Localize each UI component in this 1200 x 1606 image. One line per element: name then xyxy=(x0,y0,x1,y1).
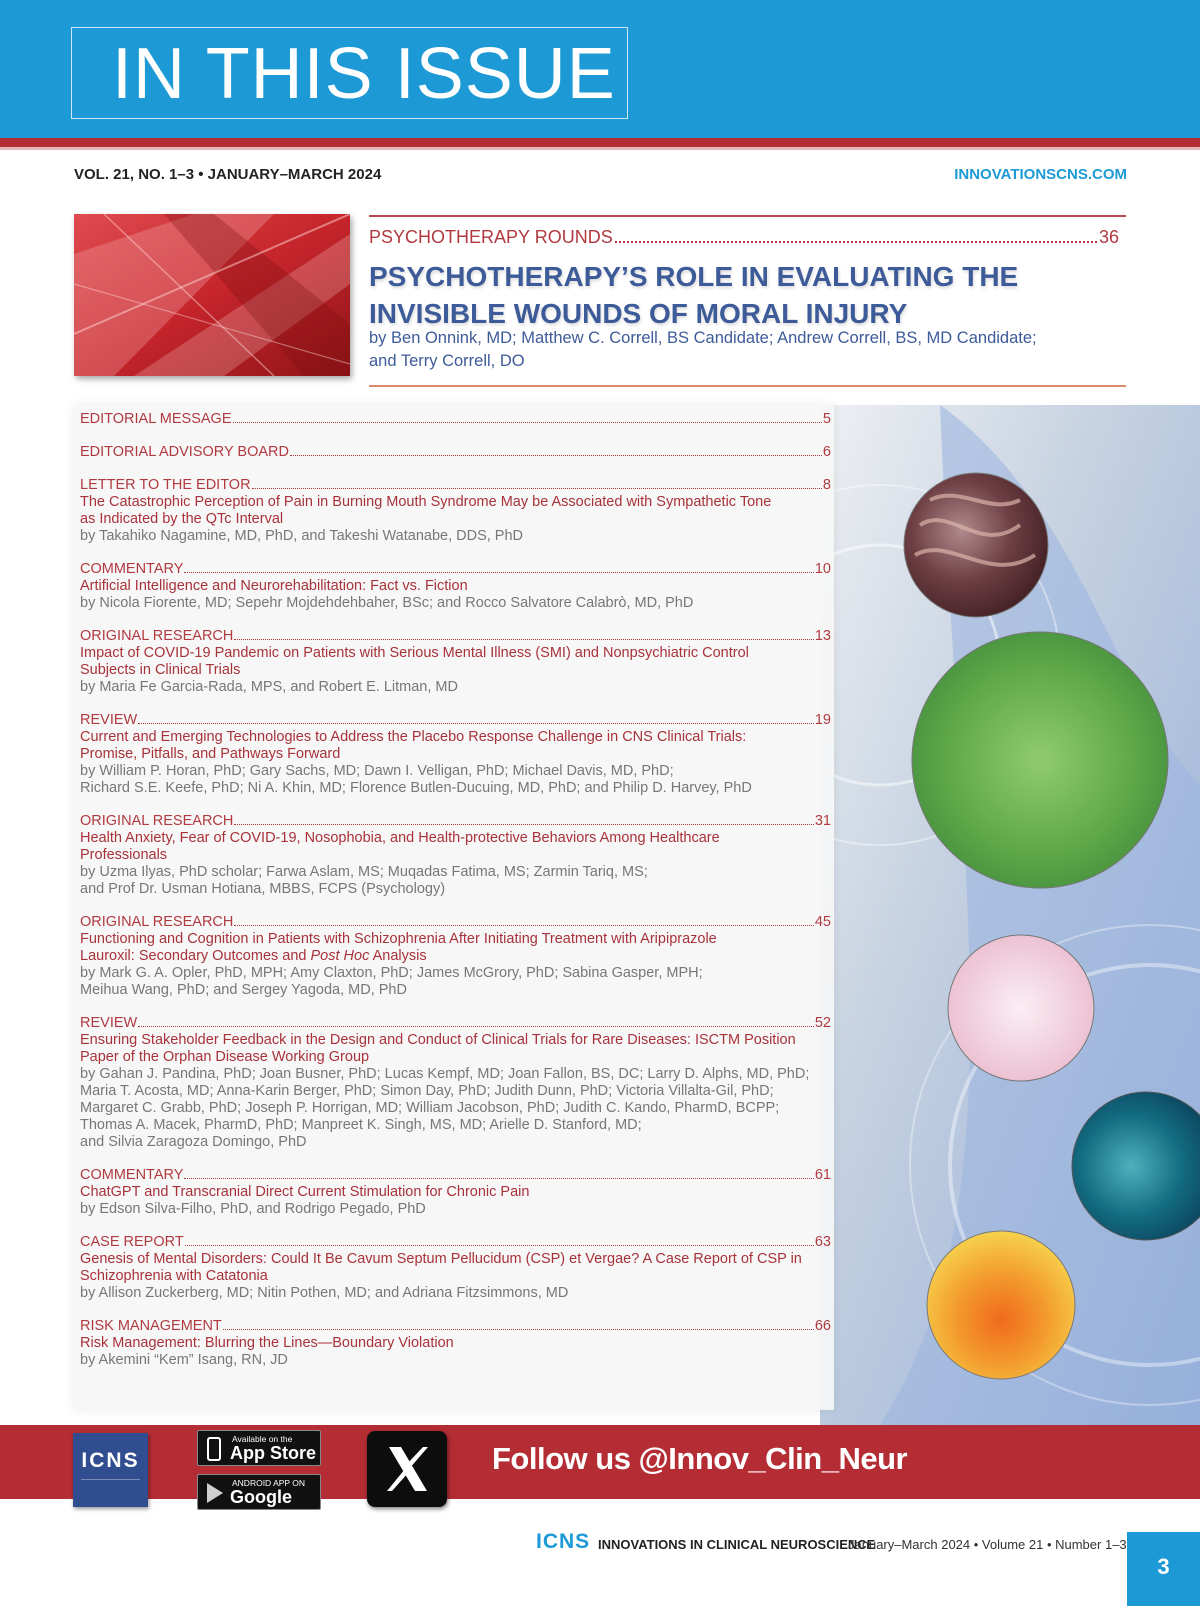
toc-section-line xyxy=(80,1234,831,1251)
toc-section-label: COMMENTARY xyxy=(80,1167,184,1183)
feature-department-line[interactable] xyxy=(369,227,1119,248)
toc-section-label: COMMENTARY xyxy=(80,561,184,577)
toc-article-title: Impact of COVID-19 Pandemic on Patients with Serious Mental Illness (SMI) and Nonpsychiatric Control xyxy=(80,645,749,661)
toc-article-authors: Richard S.E. Keefe, PhD; Ni A. Khin, MD; Florence Butlen-Ducuing, MD, PhD; and Philip D. Harvey, PhD xyxy=(80,780,752,796)
toc-article-title: Professionals xyxy=(80,847,168,863)
follow-us-text[interactable]: Follow us @Innov_Clin_Neur xyxy=(492,1441,908,1476)
leader-dots xyxy=(223,1329,814,1330)
toc-section-label: REVIEW xyxy=(80,712,138,728)
footer-brand: ICNS xyxy=(536,1530,591,1553)
toc-entry[interactable] xyxy=(80,561,831,612)
toc-article-title: ChatGPT and Transcranial Direct Current Stimulation for Chronic Pain xyxy=(80,1184,530,1200)
toc-article-authors: by Uzma Ilyas, PhD scholar; Farwa Aslam, MS; Muqadas Fatima, MS; Zarmin Tariq, MS; xyxy=(80,864,648,880)
leader-dots xyxy=(252,488,822,489)
toc-section-label: RISK MANAGEMENT xyxy=(80,1318,222,1334)
toc-section-line xyxy=(80,712,831,729)
feature-authors xyxy=(369,327,1109,373)
toc-page-number: 8 xyxy=(822,477,831,493)
toc-article-authors: Margaret C. Grabb, PhD; Joseph P. Horrigan, MD; William Jacobson, PhD; Judith C. Kando, PharmD, BCPP; xyxy=(80,1100,780,1116)
toc-section-line xyxy=(80,1318,831,1335)
toc-page-number: 66 xyxy=(814,1318,831,1334)
toc-entry[interactable] xyxy=(80,1234,831,1302)
issue-title-box xyxy=(71,27,628,119)
feature-department: PSYCHOTHERAPY ROUNDS xyxy=(369,227,613,247)
toc-page-number: 10 xyxy=(814,561,831,577)
toc-section-label: ORIGINAL RESEARCH xyxy=(80,914,234,930)
toc-entry[interactable] xyxy=(80,444,831,461)
google-play-icon xyxy=(205,1481,225,1510)
footer-issue-info: January–March 2024 • Volume 21 • Number 1–3 xyxy=(848,1537,1127,1552)
toc-article-title: as Indicated by the QTc Interval xyxy=(80,511,284,527)
icns-logo-text: ICNS xyxy=(81,1449,140,1472)
feature-rule-bottom xyxy=(369,385,1126,387)
toc-section-line xyxy=(80,813,831,830)
decorative-artwork xyxy=(820,405,1200,1425)
toc-section-label: ORIGINAL RESEARCH xyxy=(80,813,234,829)
table-of-contents xyxy=(80,411,831,1385)
google-play-label: Google play xyxy=(230,1487,292,1528)
feature-title-line: INVISIBLE WOUNDS OF MORAL INJURY xyxy=(369,298,908,329)
feature-authors-line: and Terry Correll, DO xyxy=(369,352,525,370)
toc-section-label: LETTER TO THE EDITOR xyxy=(80,477,251,493)
feature-rule-top xyxy=(369,215,1126,217)
toc-article-title: Artificial Intelligence and Neurorehabilitation: Fact vs. Fiction xyxy=(80,578,468,594)
toc-section-line xyxy=(80,561,831,578)
toc-entry[interactable] xyxy=(80,411,831,428)
volume-line: VOL. 21, NO. 1–3 • JANUARY–MARCH 2024 xyxy=(74,166,382,183)
toc-article-authors: and Prof Dr. Usman Hotiana, MBBS, FCPS (Psychology) xyxy=(80,881,446,897)
leader-dots xyxy=(138,1026,814,1027)
leader-dots xyxy=(234,639,814,640)
toc-section-label: ORIGINAL RESEARCH xyxy=(80,628,234,644)
toc-article-title: Risk Management: Blurring the Lines—Boundary Violation xyxy=(80,1335,454,1351)
header-stripe xyxy=(0,138,1200,147)
toc-page-number: 31 xyxy=(814,813,831,829)
toc-article-authors: by William P. Horan, PhD; Gary Sachs, MD; Dawn I. Velligan, PhD; Michael Davis, MD, PhD; xyxy=(80,763,674,779)
toc-section-label: EDITORIAL MESSAGE xyxy=(80,411,232,427)
toc-section-line xyxy=(80,1015,831,1032)
toc-section-line xyxy=(80,477,831,494)
title-italic-text: Post Hoc xyxy=(310,948,370,964)
title-text: Analysis xyxy=(369,948,427,964)
toc-article-title: The Catastrophic Perception of Pain in Burning Mouth Syndrome May be Associated with Sympathetic Tone xyxy=(80,494,772,510)
toc-section-line xyxy=(80,914,831,931)
toc-section-line xyxy=(80,444,831,461)
toc-page-number: 19 xyxy=(814,712,831,728)
toc-article-authors: by Takahiko Nagamine, MD, PhD, and Takeshi Watanabe, DDS, PhD xyxy=(80,528,524,544)
toc-article-title: Promise, Pitfalls, and Pathways Forward xyxy=(80,746,341,762)
toc-entry[interactable] xyxy=(80,1318,831,1369)
app-store-badge[interactable] xyxy=(197,1430,321,1466)
leader-dots xyxy=(234,824,814,825)
x-social-icon[interactable] xyxy=(367,1431,447,1507)
toc-page-number: 6 xyxy=(822,444,831,460)
toc-article-title: Ensuring Stakeholder Feedback in the Design and Conduct of Clinical Trials for Rare Diseases: ISCTM Position xyxy=(80,1032,796,1048)
toc-page-number: 45 xyxy=(814,914,831,930)
issue-header-band xyxy=(0,0,1200,138)
toc-page-number: 13 xyxy=(814,628,831,644)
toc-article-authors: and Silvia Zaragoza Domingo, PhD xyxy=(80,1134,307,1150)
toc-article-authors: Maria T. Acosta, MD; Anna-Karin Berger, PhD; Simon Day, PhD; Judith Dunn, PhD; Victoria Villalta-Gil, PhD; xyxy=(80,1083,774,1099)
leader-dots xyxy=(184,1178,813,1179)
toc-page-number: 61 xyxy=(814,1167,831,1183)
toc-article-authors: by Akemini “Kem” Isang, RN, JD xyxy=(80,1352,288,1368)
feature-authors-line: by Ben Onnink, MD; Matthew C. Correll, BS Candidate; Andrew Correll, BS, MD Candidate; xyxy=(369,329,1037,347)
toc-article-authors: by Gahan J. Pandina, PhD; Joan Busner, PhD; Lucas Kempf, MD; Joan Fallon, BS, DC; Larry D. Alphs, MD, PhD; xyxy=(80,1066,810,1082)
leader-dots xyxy=(184,572,813,573)
toc-section-line xyxy=(80,1167,831,1184)
website-link[interactable]: INNOVATIONSCNS.COM xyxy=(954,166,1127,183)
leader-dots xyxy=(233,422,822,423)
feature-title-line: PSYCHOTHERAPY’S ROLE IN EVALUATING THE xyxy=(369,261,1019,292)
toc-page-number: 5 xyxy=(822,411,831,427)
toc-article-authors: Thomas A. Macek, PharmD, PhD; Manpreet K. Singh, MS, MD; Arielle D. Stanford, MD; xyxy=(80,1117,642,1133)
leader-dots xyxy=(290,455,822,456)
google-play-badge[interactable] xyxy=(197,1474,321,1528)
toc-article-title xyxy=(80,948,831,965)
toc-article-title: Current and Emerging Technologies to Address the Placebo Response Challenge in CNS Clinical Trials: xyxy=(80,729,747,745)
toc-section-line xyxy=(80,411,831,428)
google-play-small-text: ANDROID APP ON xyxy=(232,1478,306,1488)
toc-article-authors: by Mark G. A. Opler, PhD, MPH; Amy Claxton, PhD; James McGrory, PhD; Sabina Gasper, MPH; xyxy=(80,965,703,981)
header-stripe-light xyxy=(0,147,1200,150)
apple-icon xyxy=(205,1437,223,1466)
leader-dots xyxy=(615,241,1097,243)
toc-article-title: Genesis of Mental Disorders: Could It Be Cavum Septum Pellucidum (CSP) et Vergae? A Case Report of CSP in xyxy=(80,1251,802,1267)
toc-entry[interactable] xyxy=(80,1167,831,1218)
toc-article-authors: by Allison Zuckerberg, MD; Nitin Pothen, MD; and Adriana Fitzsimmons, MD xyxy=(80,1285,569,1301)
icns-logo[interactable] xyxy=(73,1433,148,1507)
title-text: Lauroxil: Secondary Outcomes and xyxy=(80,948,311,964)
toc-section-label: CASE REPORT xyxy=(80,1234,184,1250)
logo-divider xyxy=(81,1479,140,1492)
feature-page: 36 xyxy=(1098,227,1119,247)
toc-page-number: 63 xyxy=(814,1234,831,1250)
footer-journal-name: INNOVATIONS IN CLINICAL NEUROSCIENCE xyxy=(598,1537,876,1552)
leader-dots xyxy=(185,1245,814,1246)
toc-section-label: REVIEW xyxy=(80,1015,138,1031)
page-number: 3 xyxy=(1157,1554,1170,1579)
toc-article-title: Paper of the Orphan Disease Working Group xyxy=(80,1049,370,1065)
feature-image xyxy=(74,214,350,376)
toc-article-authors: by Edson Silva-Filho, PhD, and Rodrigo Pegado, PhD xyxy=(80,1201,426,1217)
toc-page-number: 52 xyxy=(814,1015,831,1031)
toc-entry[interactable] xyxy=(80,813,831,898)
toc-entry[interactable] xyxy=(80,628,831,696)
toc-article-authors: by Maria Fe Garcia-Rada, MPS, and Robert E. Litman, MD xyxy=(80,679,458,695)
toc-section-label: EDITORIAL ADVISORY BOARD xyxy=(80,444,289,460)
toc-article-title: Health Anxiety, Fear of COVID-19, Nosophobia, and Health-protective Behaviors Among Healthcare xyxy=(80,830,720,846)
app-store-small-text: Available on the xyxy=(232,1434,293,1444)
issue-title: IN THIS ISSUE xyxy=(112,34,616,114)
toc-article-title: Subjects in Clinical Trials xyxy=(80,662,241,678)
leader-dots xyxy=(138,723,814,724)
leader-dots xyxy=(234,925,814,926)
feature-title[interactable] xyxy=(369,258,1109,332)
toc-article-title: Schizophrenia with Catatonia xyxy=(80,1268,268,1284)
toc-entry[interactable] xyxy=(80,712,831,797)
page-number-box xyxy=(1127,1532,1200,1606)
toc-article-authors: Meihua Wang, PhD; and Sergey Yagoda, MD, PhD xyxy=(80,982,407,998)
toc-entry[interactable] xyxy=(80,477,831,545)
toc-entry[interactable] xyxy=(80,914,831,999)
toc-section-line xyxy=(80,628,831,645)
toc-entry[interactable] xyxy=(80,1015,831,1151)
toc-article-authors: by Nicola Fiorente, MD; Sepehr Mojdehdehbaher, BSc; and Rocco Salvatore Calabrò, MD, PhD xyxy=(80,595,694,611)
toc-article-title: Functioning and Cognition in Patients with Schizophrenia After Initiating Treatment with Aripiprazole xyxy=(80,931,717,947)
app-store-label: App Store xyxy=(230,1443,317,1463)
